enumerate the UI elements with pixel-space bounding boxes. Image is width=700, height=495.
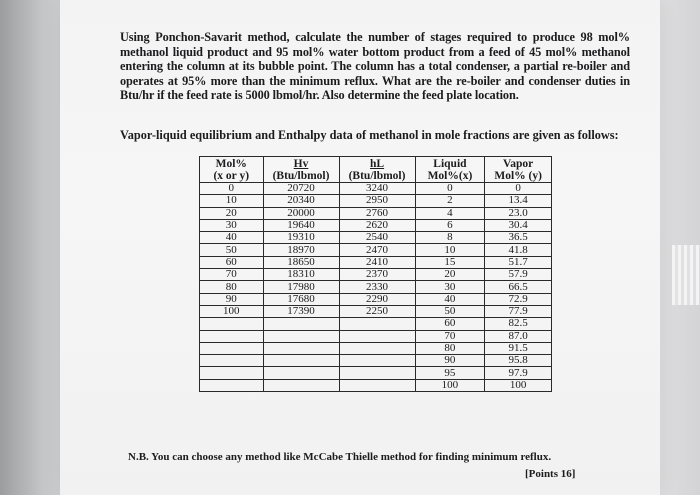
mol-percent-cell: 60 xyxy=(200,256,264,268)
table-row xyxy=(200,330,552,342)
liquid-mol-cell: 30 xyxy=(415,281,485,293)
mol-percent-cell: 50 xyxy=(200,244,264,256)
table-row xyxy=(200,183,552,195)
liquid-enthalpy-cell: 2250 xyxy=(339,305,415,317)
liquid-mol-cell: 8 xyxy=(415,232,485,244)
mol-percent-cell: 90 xyxy=(200,293,264,305)
liquid-mol-cell: 10 xyxy=(415,244,485,256)
liquid-mol-cell: 4 xyxy=(415,207,485,219)
vapor-enthalpy-cell: 20340 xyxy=(263,195,339,207)
header-mol-percent: Mol% (x or y) xyxy=(200,157,264,183)
liquid-mol-cell: 15 xyxy=(415,256,485,268)
liquid-mol-cell: 50 xyxy=(415,305,485,317)
vapor-mol-cell: 97.9 xyxy=(485,367,552,379)
mol-percent-cell: 100 xyxy=(200,305,264,317)
empty-cell xyxy=(200,330,264,342)
liquid-mol-cell: 90 xyxy=(415,355,485,367)
table-row xyxy=(200,195,552,207)
vle-enthalpy-table xyxy=(199,156,552,392)
liquid-enthalpy-cell: 2330 xyxy=(339,281,415,293)
liquid-mol-cell: 0 xyxy=(415,183,485,195)
vapor-enthalpy-cell: 19640 xyxy=(263,219,339,231)
empty-cell xyxy=(263,355,339,367)
table-body xyxy=(200,183,552,392)
vapor-mol-cell: 72.9 xyxy=(485,293,552,305)
mol-percent-cell: 30 xyxy=(200,219,264,231)
mol-percent-cell: 20 xyxy=(200,207,264,219)
empty-cell xyxy=(339,367,415,379)
table-row xyxy=(200,281,552,293)
empty-cell xyxy=(200,355,264,367)
empty-cell xyxy=(200,367,264,379)
mol-percent-cell: 80 xyxy=(200,281,264,293)
empty-cell xyxy=(339,379,415,391)
empty-cell xyxy=(339,330,415,342)
vapor-enthalpy-cell: 20000 xyxy=(263,207,339,219)
table-header-row xyxy=(200,157,552,183)
vapor-mol-cell: 57.9 xyxy=(485,269,552,281)
data-intro-text: Vapor-liquid equilibrium and Enthalpy data of methanol in mole fractions are given as follows: xyxy=(120,128,619,142)
vapor-enthalpy-cell: 17680 xyxy=(263,293,339,305)
table-row xyxy=(200,379,552,391)
liquid-mol-cell: 2 xyxy=(415,195,485,207)
points-label: [Points 16] xyxy=(525,468,576,480)
table-row xyxy=(200,207,552,219)
liquid-enthalpy-cell: 2370 xyxy=(339,269,415,281)
screen-glare xyxy=(672,245,700,305)
mol-percent-cell: 40 xyxy=(200,232,264,244)
vapor-mol-cell: 95.8 xyxy=(485,355,552,367)
vapor-mol-cell: 13.4 xyxy=(485,195,552,207)
table-row xyxy=(200,244,552,256)
vapor-mol-cell: 51.7 xyxy=(485,256,552,268)
mol-percent-cell: 70 xyxy=(200,269,264,281)
liquid-mol-cell: 100 xyxy=(415,379,485,391)
liquid-mol-cell: 70 xyxy=(415,330,485,342)
table-row xyxy=(200,342,552,354)
header-liquid-enthalpy: hL (Btu/lbmol) xyxy=(339,157,415,183)
table-row xyxy=(200,232,552,244)
liquid-mol-cell: 60 xyxy=(415,318,485,330)
table-row xyxy=(200,305,552,317)
table-row xyxy=(200,293,552,305)
question-text: Using Ponchon-Savarit method, calculate the number of stages required to produce 98 mol% methanol liquid product and 95 mol% water bottom product from a feed of 45 mol% methanol entering the column at its bubble point. The column has a total condenser, a partial re-boiler and operates at 95% more than the minimum reflux. What are the re-boiler and condenser duties in Btu/hr if the feed rate is 5000 lbmol/hr. Also determine the feed plate location. xyxy=(120,30,630,103)
empty-cell xyxy=(263,330,339,342)
vapor-enthalpy-cell: 18650 xyxy=(263,256,339,268)
liquid-enthalpy-cell: 3240 xyxy=(339,183,415,195)
empty-cell xyxy=(339,318,415,330)
liquid-mol-cell: 95 xyxy=(415,367,485,379)
empty-cell xyxy=(200,342,264,354)
empty-cell xyxy=(339,342,415,354)
liquid-enthalpy-cell: 2290 xyxy=(339,293,415,305)
vapor-mol-cell: 41.8 xyxy=(485,244,552,256)
liquid-enthalpy-cell: 2470 xyxy=(339,244,415,256)
vapor-mol-cell: 87.0 xyxy=(485,330,552,342)
mol-percent-cell: 0 xyxy=(200,183,264,195)
empty-cell xyxy=(200,379,264,391)
vapor-enthalpy-cell: 17390 xyxy=(263,305,339,317)
vapor-mol-cell: 82.5 xyxy=(485,318,552,330)
vapor-mol-cell: 77.9 xyxy=(485,305,552,317)
empty-cell xyxy=(339,355,415,367)
header-vapor-mol: Vapor Mol% (y) xyxy=(485,157,552,183)
header-liquid-mol: Liquid Mol%(x) xyxy=(415,157,485,183)
vapor-mol-cell: 36.5 xyxy=(485,232,552,244)
empty-cell xyxy=(263,318,339,330)
vapor-mol-cell: 0 xyxy=(485,183,552,195)
vapor-enthalpy-cell: 20720 xyxy=(263,183,339,195)
empty-cell xyxy=(200,318,264,330)
empty-cell xyxy=(263,367,339,379)
empty-cell xyxy=(263,379,339,391)
liquid-enthalpy-cell: 2410 xyxy=(339,256,415,268)
liquid-enthalpy-cell: 2760 xyxy=(339,207,415,219)
vapor-enthalpy-cell: 17980 xyxy=(263,281,339,293)
liquid-enthalpy-cell: 2950 xyxy=(339,195,415,207)
vapor-enthalpy-cell: 19310 xyxy=(263,232,339,244)
table-row xyxy=(200,318,552,330)
header-vapor-enthalpy: Hv (Btu/lbmol) xyxy=(263,157,339,183)
liquid-enthalpy-cell: 2540 xyxy=(339,232,415,244)
table-row xyxy=(200,256,552,268)
mol-percent-cell: 10 xyxy=(200,195,264,207)
vapor-mol-cell: 66.5 xyxy=(485,281,552,293)
table-row xyxy=(200,367,552,379)
table-row xyxy=(200,355,552,367)
empty-cell xyxy=(263,342,339,354)
nb-footnote: N.B. You can choose any method like McCabe Thielle method for finding minimum reflux. xyxy=(128,451,552,463)
table-row xyxy=(200,219,552,231)
vapor-mol-cell: 100 xyxy=(485,379,552,391)
table-row xyxy=(200,269,552,281)
vapor-mol-cell: 30.4 xyxy=(485,219,552,231)
liquid-mol-cell: 80 xyxy=(415,342,485,354)
vapor-enthalpy-cell: 18310 xyxy=(263,269,339,281)
liquid-mol-cell: 40 xyxy=(415,293,485,305)
liquid-enthalpy-cell: 2620 xyxy=(339,219,415,231)
vapor-mol-cell: 91.5 xyxy=(485,342,552,354)
liquid-mol-cell: 20 xyxy=(415,269,485,281)
liquid-mol-cell: 6 xyxy=(415,219,485,231)
vapor-enthalpy-cell: 18970 xyxy=(263,244,339,256)
vapor-mol-cell: 23.0 xyxy=(485,207,552,219)
